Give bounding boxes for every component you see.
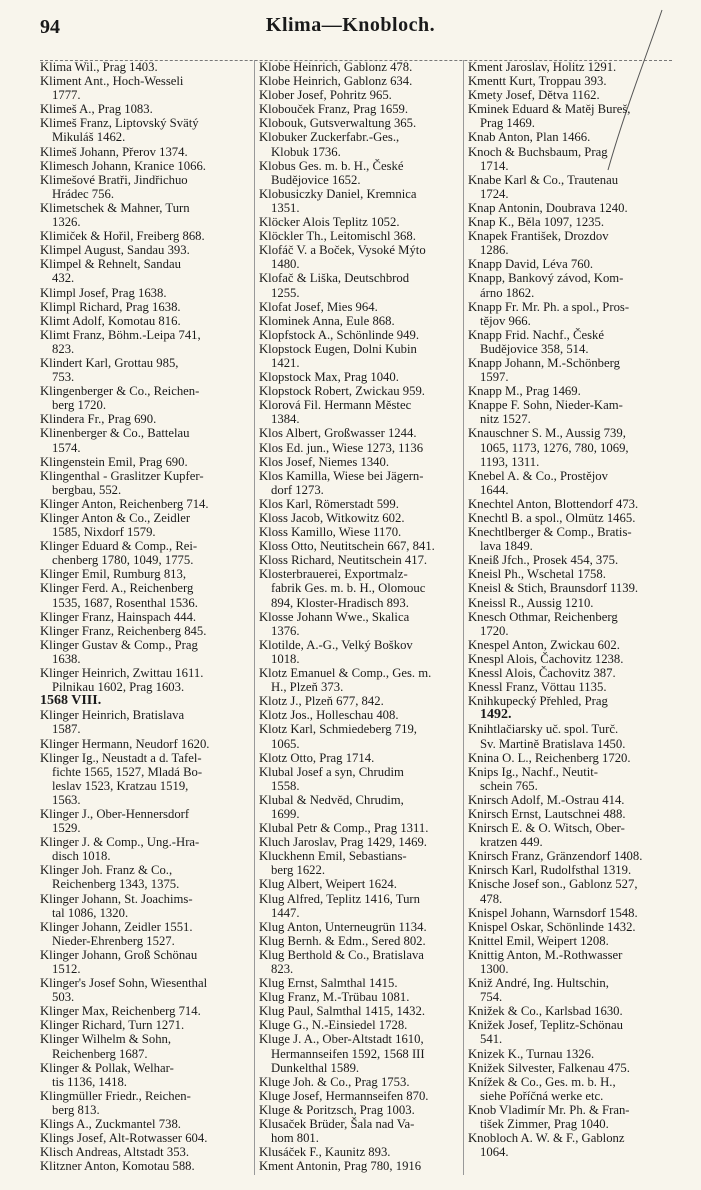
directory-entry-line: 1587.: [52, 722, 81, 737]
directory-entry-line: Klos Josef, Niemes 1340.: [259, 454, 390, 469]
directory-entry-line: Kluge Joh. & Co., Prag 1753.: [259, 1074, 410, 1089]
directory-entry-line: Klinger Max, Reichenberg 714.: [40, 1004, 201, 1019]
directory-entry-line: berg 1720.: [52, 398, 107, 413]
directory-entry-line: Klings Josef, Alt-Rotwasser 604.: [40, 1131, 208, 1146]
directory-entry-line: Klimešové Bratři, Jindřichuo: [40, 172, 188, 187]
directory-entry-line: Kment Antonin, Prag 780, 1916: [259, 1159, 422, 1174]
directory-entry-line: 1585, Nixdorf 1579.: [52, 525, 156, 540]
directory-entry-line: Hrádec 756.: [52, 186, 115, 201]
directory-entry-line: Klinger Heinrich, Zwittau 1611.: [40, 666, 204, 681]
directory-entry-line: Reichenberg 1343, 1375.: [52, 877, 180, 892]
directory-entry-line: Klimesch Johann, Kranice 1066.: [40, 158, 206, 173]
directory-entry-line: siehe Poříčná werke etc.: [480, 1088, 604, 1103]
directory-entry-line: tějov 966.: [480, 313, 531, 328]
directory-entry-line: Knespel Anton, Zwickau 602.: [468, 637, 620, 652]
directory-entry-line: Klopstock Robert, Zwickau 959.: [259, 384, 425, 399]
directory-entry-line: Knirsch Ernst, Lautschnei 488.: [468, 806, 626, 821]
directory-entry-line: 753.: [52, 370, 75, 385]
directory-entry-line: berg 813.: [52, 1102, 100, 1117]
directory-entry-line: Kneisl Ph., Wschetal 1758.: [468, 567, 606, 582]
directory-entry-line: Klotz Emanuel & Comp., Ges. m.: [259, 666, 432, 681]
directory-entry-line: leslav 1523, Kratzau 1519,: [52, 778, 189, 793]
directory-entry-line: Klos Karl, Römerstadt 599.: [259, 496, 399, 511]
directory-entry-line: 1447.: [271, 905, 300, 920]
directory-entry-line: Knob Vladimír Mr. Ph. & Fran-: [468, 1102, 630, 1117]
running-title: Klima—Knobloch.: [265, 14, 436, 36]
directory-entry-line: 1351.: [271, 200, 300, 215]
directory-entry-line: 823.: [271, 962, 294, 976]
directory-entry-line: Kliment Ant., Hoch-Wesseli: [40, 74, 184, 89]
directory-entry-line: Knina O. L., Reichenberg 1720.: [468, 750, 631, 765]
directory-entry-line: Kluch Jaroslav, Prag 1429, 1469.: [259, 835, 427, 850]
directory-entry-line: Klug Albert, Weipert 1624.: [259, 877, 397, 892]
directory-entry-line: Klimeš A., Prag 1083.: [40, 102, 153, 117]
directory-entry-line: Klobusiczky Daniel, Kremnica: [259, 186, 417, 201]
directory-entry-line: 1018.: [271, 651, 300, 666]
directory-entry-line: Klinger's Josef Sohn, Wiesenthal: [40, 976, 208, 991]
directory-entry-line: Nieder-Ehrenberg 1527.: [52, 933, 175, 948]
directory-entry-line: Klos Ed. jun., Wiese 1273, 1136: [259, 440, 424, 455]
directory-entry-line: Klotz Jos., Holleschau 408.: [259, 708, 399, 723]
directory-entry-line: Klubal Josef a syn, Chrudim: [259, 764, 404, 779]
directory-entry-line: Kluckhenn Emil, Sebastians-: [259, 849, 407, 864]
directory-entry-line: Kloss Jacob, Witkowitz 602.: [259, 511, 405, 525]
directory-entry-line: Klotz J., Plzeň 677, 842.: [259, 694, 384, 709]
directory-entry-line: Knebel A. & Co., Prostějov: [468, 468, 608, 483]
directory-entry-line: Klosterbrauerei, Exportmalz-: [259, 567, 408, 582]
directory-entry-line: Klima Wil., Prag 1403.: [40, 60, 158, 74]
directory-entry-line: 478.: [480, 891, 503, 906]
directory-entry-line: 503.: [52, 990, 75, 1005]
directory-entry-line: Klofač & Liška, Deutschbrod: [259, 271, 410, 286]
directory-entry-line: tišek Zimmer, Prag 1040.: [480, 1117, 609, 1132]
directory-entry-line: Knispel Oskar, Schönlinde 1432.: [468, 919, 636, 934]
directory-entry-line: fichte 1565, 1527, Mladá Bo-: [52, 764, 203, 779]
directory-entry-line: 1480.: [271, 257, 300, 272]
directory-entry-line: Knapp M., Prag 1469.: [468, 384, 581, 399]
directory-entry-line: Klinger Franz, Reichenberg 845.: [40, 623, 207, 638]
directory-entry-line: Knespl Alois, Čachovitz 1238.: [468, 651, 624, 666]
directory-entry-line: Klug Franz, M.-Trübau 1081.: [259, 990, 410, 1005]
directory-entry-line: lava 1849.: [480, 539, 533, 554]
directory-entry-line: bergbau, 552.: [52, 482, 122, 497]
directory-entry-line: Klinger Joh. Franz & Co.,: [40, 863, 173, 878]
directory-entry-line: Klobe Heinrich, Gablonz 634.: [259, 74, 413, 89]
directory-entry-line: 754.: [480, 990, 503, 1005]
directory-entry-line: Knessl Alois, Čachovitz 387.: [468, 666, 616, 681]
page-number: 94: [40, 16, 60, 38]
directory-entry-line: Klisch Andreas, Altstadt 353.: [40, 1145, 190, 1160]
directory-entry-line: fabrik Ges. m. b. H., Olomouc: [271, 581, 426, 596]
directory-entry-line: Kluge & Poritzsch, Prag 1003.: [259, 1102, 415, 1117]
directory-entry-line: 1492.: [480, 708, 512, 723]
directory-entry-line: tis 1136, 1418.: [52, 1074, 127, 1089]
directory-entry-line: Klosse Johann Wwe., Skalica: [259, 609, 410, 624]
directory-entry-line: Klimpel & Rehnelt, Sandau: [40, 257, 181, 272]
directory-entry-line: Knips Ig., Nachf., Neutit-: [468, 764, 599, 779]
directory-entry-line: 1720.: [480, 623, 509, 638]
directory-entry-line: Klinger Gustav & Comp., Prag: [40, 637, 198, 652]
directory-entry-line: Klinger Johann, St. Joachims-: [40, 891, 193, 906]
directory-entry-line: Knauschner S. M., Aussig 739,: [468, 426, 626, 441]
directory-entry-line: Knesch Othmar, Reichenberg: [468, 609, 618, 624]
directory-entry-line: 1714.: [480, 158, 509, 173]
directory-entry-line: Budějovice 1652.: [271, 172, 361, 187]
directory-entry-line: 1699.: [271, 806, 300, 821]
directory-entry-line: 823.: [52, 341, 75, 356]
directory-entry-line: Kloss Otto, Neutitschein 667, 841.: [259, 539, 435, 554]
directory-entry-line: Klinger Anton & Co., Zeidler: [40, 511, 191, 525]
directory-entry-line: Klingenstein Emil, Prag 690.: [40, 454, 188, 469]
directory-entry-line: árno 1862.: [480, 285, 535, 300]
directory-entry-line: Kneissl R., Aussig 1210.: [468, 595, 594, 610]
directory-entry-line: Klubal & Nedvěd, Chrudim,: [259, 792, 404, 807]
directory-entry-line: Klos Albert, Großwasser 1244.: [259, 426, 417, 441]
directory-entry-line: 1064.: [480, 1145, 509, 1160]
directory-entry-line: Klobuk 1736.: [271, 144, 341, 159]
directory-entry-line: Knižek Silvester, Falkenau 475.: [468, 1060, 630, 1075]
directory-entry-line: Klinenberger & Co., Battelau: [40, 426, 190, 441]
directory-entry-line: Klobouk, Gutsverwaltung 365.: [259, 116, 417, 131]
directory-entry-line: Knap K., Běla 1097, 1235.: [468, 215, 605, 230]
directory-entry-line: nitz 1527.: [480, 412, 531, 427]
directory-entry-line: dorf 1273.: [271, 482, 324, 497]
directory-entry-line: Prag 1469.: [480, 116, 535, 131]
directory-entry-line: Klotz Karl, Schmiedeberg 719,: [259, 722, 417, 737]
directory-entry-line: 1638.: [52, 651, 81, 666]
directory-entry-line: Klotilde, A.-G., Velký Boškov: [259, 637, 413, 652]
directory-entry-line: Knobloch A. W. & F., Gablonz: [468, 1131, 625, 1146]
directory-columns: [40, 60, 672, 1175]
directory-entry-line: hom 801.: [271, 1131, 319, 1146]
directory-entry-line: Knittig Anton, M.-Rothwasser: [468, 947, 623, 962]
directory-entry-line: Knirsch Karl, Rudolfsthal 1319.: [468, 863, 632, 878]
directory-entry-line: Klinger & Pollak, Welhar-: [40, 1060, 174, 1075]
directory-entry-line: Knapek František, Drozdov: [468, 229, 609, 244]
directory-entry-line: Klimpl Richard, Prag 1638.: [40, 299, 181, 314]
directory-entry-line: Knihtlačiarsky uč. spol. Turč.: [468, 722, 619, 737]
directory-entry-line: Klug Paul, Salmthal 1415, 1432.: [259, 1004, 425, 1019]
directory-entry-line: 1644.: [480, 482, 509, 497]
directory-entry-line: Klinger Wilhelm & Sohn,: [40, 1032, 172, 1047]
directory-entry-line: Knirsch E. & O. Witsch, Ober-: [468, 821, 625, 836]
directory-entry-line: Reichenberg 1687.: [52, 1046, 148, 1061]
directory-entry-line: Klofáč V. a Boček, Vysoké Mýto: [259, 243, 426, 258]
directory-entry-line: Knapp David, Léva 760.: [468, 257, 594, 272]
directory-entry-line: berg 1622.: [271, 863, 326, 878]
directory-entry-line: Knihkupecký Přehled, Prag: [468, 694, 608, 709]
directory-entry-line: Kloss Richard, Neutitschein 417.: [259, 553, 428, 568]
directory-entry-line: Klinger Richard, Turn 1271.: [40, 1018, 185, 1033]
directory-entry-line: Klimpel August, Sandau 393.: [40, 243, 190, 258]
directory-entry-line: 894, Kloster-Hradisch 893.: [271, 595, 409, 610]
directory-entry-line: Klug Ernst, Salmthal 1415.: [259, 976, 398, 991]
directory-entry-line: Knessl Franz, Vöttau 1135.: [468, 680, 607, 695]
directory-entry-line: Klotz Otto, Prag 1714.: [259, 750, 375, 765]
directory-entry-line: Kneisl & Stich, Braunsdorf 1139.: [468, 581, 639, 596]
directory-entry-line: 1255.: [271, 285, 300, 300]
directory-entry-line: kratzen 449.: [480, 835, 543, 850]
directory-entry-line: Klinger Ferd. A., Reichenberg: [40, 581, 194, 596]
directory-entry-line: Knechtel Anton, Blottendorf 473.: [468, 496, 639, 511]
directory-entry-line: Klinger Anton, Reichenberg 714.: [40, 496, 209, 511]
directory-entry-line: Knapp Johann, M.-Schönberg: [468, 355, 620, 370]
directory-entry-line: Klinger J., Ober-Hennersdorf: [40, 806, 190, 821]
directory-entry-line: Knab Anton, Plan 1466.: [468, 130, 591, 145]
directory-entry-line: Pilnikau 1602, Prag 1603.: [52, 680, 185, 695]
directory-entry-line: Klusaček Brüder, Šala nad Va-: [259, 1117, 415, 1132]
directory-entry-line: Knabe Karl & Co., Trautenau: [468, 172, 619, 187]
directory-entry-line: Klug Berthold & Co., Bratislava: [259, 947, 424, 962]
directory-entry-line: Kneiß Jfch., Prosek 454, 375.: [468, 553, 619, 568]
directory-entry-line: Kloss Kamillo, Wiese 1170.: [259, 525, 402, 540]
directory-entry-line: Klimt Adolf, Komotau 816.: [40, 313, 181, 328]
directory-entry-line: Klimt Franz, Böhm.-Leipa 741,: [40, 327, 201, 342]
directory-column-2: [254, 60, 460, 1175]
directory-entry-line: Klimiček & Hořil, Freiberg 868.: [40, 229, 205, 244]
directory-entry-line: Klimpl Josef, Prag 1638.: [40, 285, 167, 300]
directory-entry-line: 1512.: [52, 962, 81, 976]
directory-entry-line: Klobouček Franz, Prag 1659.: [259, 102, 409, 117]
directory-entry-line: 1300.: [480, 962, 509, 976]
directory-entry-line: Klimeš Franz, Liptovský Svätý: [40, 116, 199, 131]
directory-entry-line: Klindera Fr., Prag 690.: [40, 412, 157, 427]
directory-entry-line: Klug Bernh. & Edm., Sered 802.: [259, 933, 426, 948]
directory-entry-line: Klinger Hermann, Neudorf 1620.: [40, 736, 210, 751]
directory-entry-line: 1558.: [271, 778, 300, 793]
directory-entry-line: Knechtl B. a spol., Olmütz 1465.: [468, 511, 636, 525]
directory-entry-line: 1193, 1311.: [480, 454, 540, 469]
directory-entry-line: Kminek Eduard & Matěj Bureš,: [468, 102, 631, 117]
directory-entry-line: Klopstock Max, Prag 1040.: [259, 370, 399, 385]
directory-entry-line: Klobe Heinrich, Gablonz 478.: [259, 60, 413, 74]
directory-entry-line: Klinger Heinrich, Bratislava: [40, 708, 185, 723]
directory-column-1: [40, 60, 247, 1175]
directory-entry-line: Klubal Petr & Comp., Prag 1311.: [259, 821, 429, 836]
directory-entry-line: Klindert Karl, Grottau 985,: [40, 355, 179, 370]
directory-entry-line: Kluge J. A., Ober-Altstadt 1610,: [259, 1032, 424, 1047]
directory-entry-line: Kmentt Kurt, Troppau 393.: [468, 74, 607, 89]
directory-entry-line: Kmety Josef, Dětva 1162.: [468, 88, 600, 103]
directory-entry-line: Klingenthal - Graslitzer Kupfer-: [40, 468, 204, 483]
directory-entry-line: schein 765.: [480, 778, 538, 793]
directory-entry-line: 1376.: [271, 623, 300, 638]
directory-entry-line: 1724.: [480, 186, 509, 201]
directory-entry-line: Klinger Johann, Groß Schönau: [40, 947, 198, 962]
directory-entry-line: H., Plzeň 373.: [271, 680, 344, 695]
directory-entry-line: Klinger Franz, Hainspach 444.: [40, 609, 197, 624]
directory-entry-line: 1597.: [480, 370, 509, 385]
directory-entry-line: Klimetschek & Mahner, Turn: [40, 200, 190, 215]
directory-entry-line: 1384.: [271, 412, 300, 427]
directory-entry-line: Knižek Josef, Teplitz-Schönau: [468, 1018, 623, 1033]
directory-entry-line: Knische Josef son., Gablonz 527,: [468, 877, 638, 892]
directory-entry-line: Klinger J. & Comp., Ung.-Hra-: [40, 835, 200, 850]
directory-entry-line: 541.: [480, 1032, 503, 1047]
directory-entry-line: 1574.: [52, 440, 81, 455]
directory-entry-line: Klorová Fil. Hermann Městec: [259, 398, 412, 413]
directory-entry-line: Knittel Emil, Weipert 1208.: [468, 933, 609, 948]
directory-entry-line: Klitzner Anton, Komotau 588.: [40, 1159, 195, 1174]
directory-entry-line: Sv. Martině Bratislava 1450.: [480, 736, 626, 751]
directory-entry-line: Klominek Anna, Eule 868.: [259, 313, 395, 328]
directory-entry-line: disch 1018.: [52, 849, 111, 864]
directory-entry-line: Knap Antonin, Doubrava 1240.: [468, 200, 628, 215]
directory-entry-line: Klug Alfred, Teplitz 1416, Turn: [259, 891, 420, 906]
directory-entry-line: 1563.: [52, 792, 81, 807]
directory-entry-line: 1568 VIII.: [40, 694, 102, 709]
directory-entry-line: Klofat Josef, Mies 964.: [259, 299, 378, 314]
directory-entry-line: Klobuker Zuckerfabr.-Ges.,: [259, 130, 400, 145]
directory-entry-line: Knapp Frid. Nachf., České: [468, 327, 605, 342]
directory-entry-line: 1421.: [271, 355, 300, 370]
directory-entry-line: Knirsch Adolf, M.-Ostrau 414.: [468, 792, 625, 807]
directory-entry-line: tal 1086, 1320.: [52, 905, 129, 920]
directory-entry-line: Klobus Ges. m. b. H., České: [259, 158, 404, 173]
directory-entry-line: Klusáček F., Kaunitz 893.: [259, 1145, 391, 1160]
directory-entry-line: 1535, 1687, Rosenthal 1536.: [52, 595, 198, 610]
directory-entry-line: Klug Anton, Unterneugrün 1134.: [259, 919, 427, 934]
directory-entry-line: Klöcker Alois Teplitz 1052.: [259, 215, 400, 230]
directory-entry-line: Klöckler Th., Leitomischl 368.: [259, 229, 416, 244]
directory-entry-line: Klimeš Johann, Přerov 1374.: [40, 144, 188, 159]
directory-entry-line: Klinger Eduard & Comp., Rei-: [40, 539, 198, 554]
directory-entry-line: Klinger Johann, Zeidler 1551.: [40, 919, 193, 934]
directory-entry-line: Klober Josef, Pohritz 965.: [259, 88, 392, 103]
directory-entry-line: Knappe F. Sohn, Nieder-Kam-: [468, 398, 623, 413]
directory-entry-line: 1286.: [480, 243, 509, 258]
directory-entry-line: 1065.: [271, 736, 300, 751]
directory-entry-line: Kment Jaroslav, Holitz 1291.: [468, 60, 617, 74]
directory-entry-line: 1065, 1173, 1276, 780, 1069,: [480, 440, 629, 455]
directory-entry-line: Knechtlberger & Comp., Bratis-: [468, 525, 632, 540]
directory-entry-line: Budějovice 358, 514.: [480, 341, 589, 356]
directory-column-3: [463, 60, 673, 1175]
directory-entry-line: 1529.: [52, 821, 81, 836]
directory-entry-line: Kluge Josef, Hermannseifen 870.: [259, 1088, 429, 1103]
directory-entry-line: chenberg 1780, 1049, 1775.: [52, 553, 194, 568]
directory-entry-line: 1326.: [52, 215, 81, 230]
directory-entry-line: Knapp, Bankový závod, Kom-: [468, 271, 624, 286]
directory-entry-line: Klinger Emil, Rumburg 813,: [40, 567, 187, 582]
directory-entry-line: Klos Kamilla, Wiese bei Jägern-: [259, 468, 424, 483]
directory-entry-line: Knižek & Co., Karlsbad 1630.: [468, 1004, 623, 1019]
directory-entry-line: Klopfstock A., Schönlinde 949.: [259, 327, 419, 342]
directory-entry-line: Knispel Johann, Warnsdorf 1548.: [468, 905, 638, 920]
directory-entry-line: 1777.: [52, 88, 81, 103]
directory-entry-line: Klingmüller Friedr., Reichen-: [40, 1088, 191, 1103]
directory-entry-line: Knirsch Franz, Gränzendorf 1408.: [468, 849, 643, 864]
directory-entry-line: Knapp Fr. Mr. Ph. a spol., Pros-: [468, 299, 630, 314]
directory-entry-line: Klopstock Eugen, Dolni Kubin: [259, 341, 417, 356]
directory-entry-line: Kniž André, Ing. Hultschin,: [468, 976, 609, 991]
directory-entry-line: Dunkelthal 1589.: [271, 1060, 360, 1075]
directory-entry-line: Klingenberger & Co., Reichen-: [40, 384, 200, 399]
directory-entry-line: Knoch & Buchsbaum, Prag: [468, 144, 608, 159]
directory-entry-line: Mikuláš 1462.: [52, 130, 126, 145]
directory-entry-line: 432.: [52, 271, 75, 286]
directory-entry-line: Knížek & Co., Ges. m. b. H.,: [468, 1074, 616, 1089]
directory-entry-line: Knizek K., Turnau 1326.: [468, 1046, 595, 1061]
directory-entry-line: Klings A., Zuckmantel 738.: [40, 1117, 181, 1132]
directory-entry-line: Klinger Ig., Neustadt a d. Tafel-: [40, 750, 202, 765]
directory-entry-line: Kluge G., N.-Einsiedel 1728.: [259, 1018, 408, 1033]
directory-entry-line: Hermannseifen 1592, 1568 III: [271, 1046, 425, 1061]
